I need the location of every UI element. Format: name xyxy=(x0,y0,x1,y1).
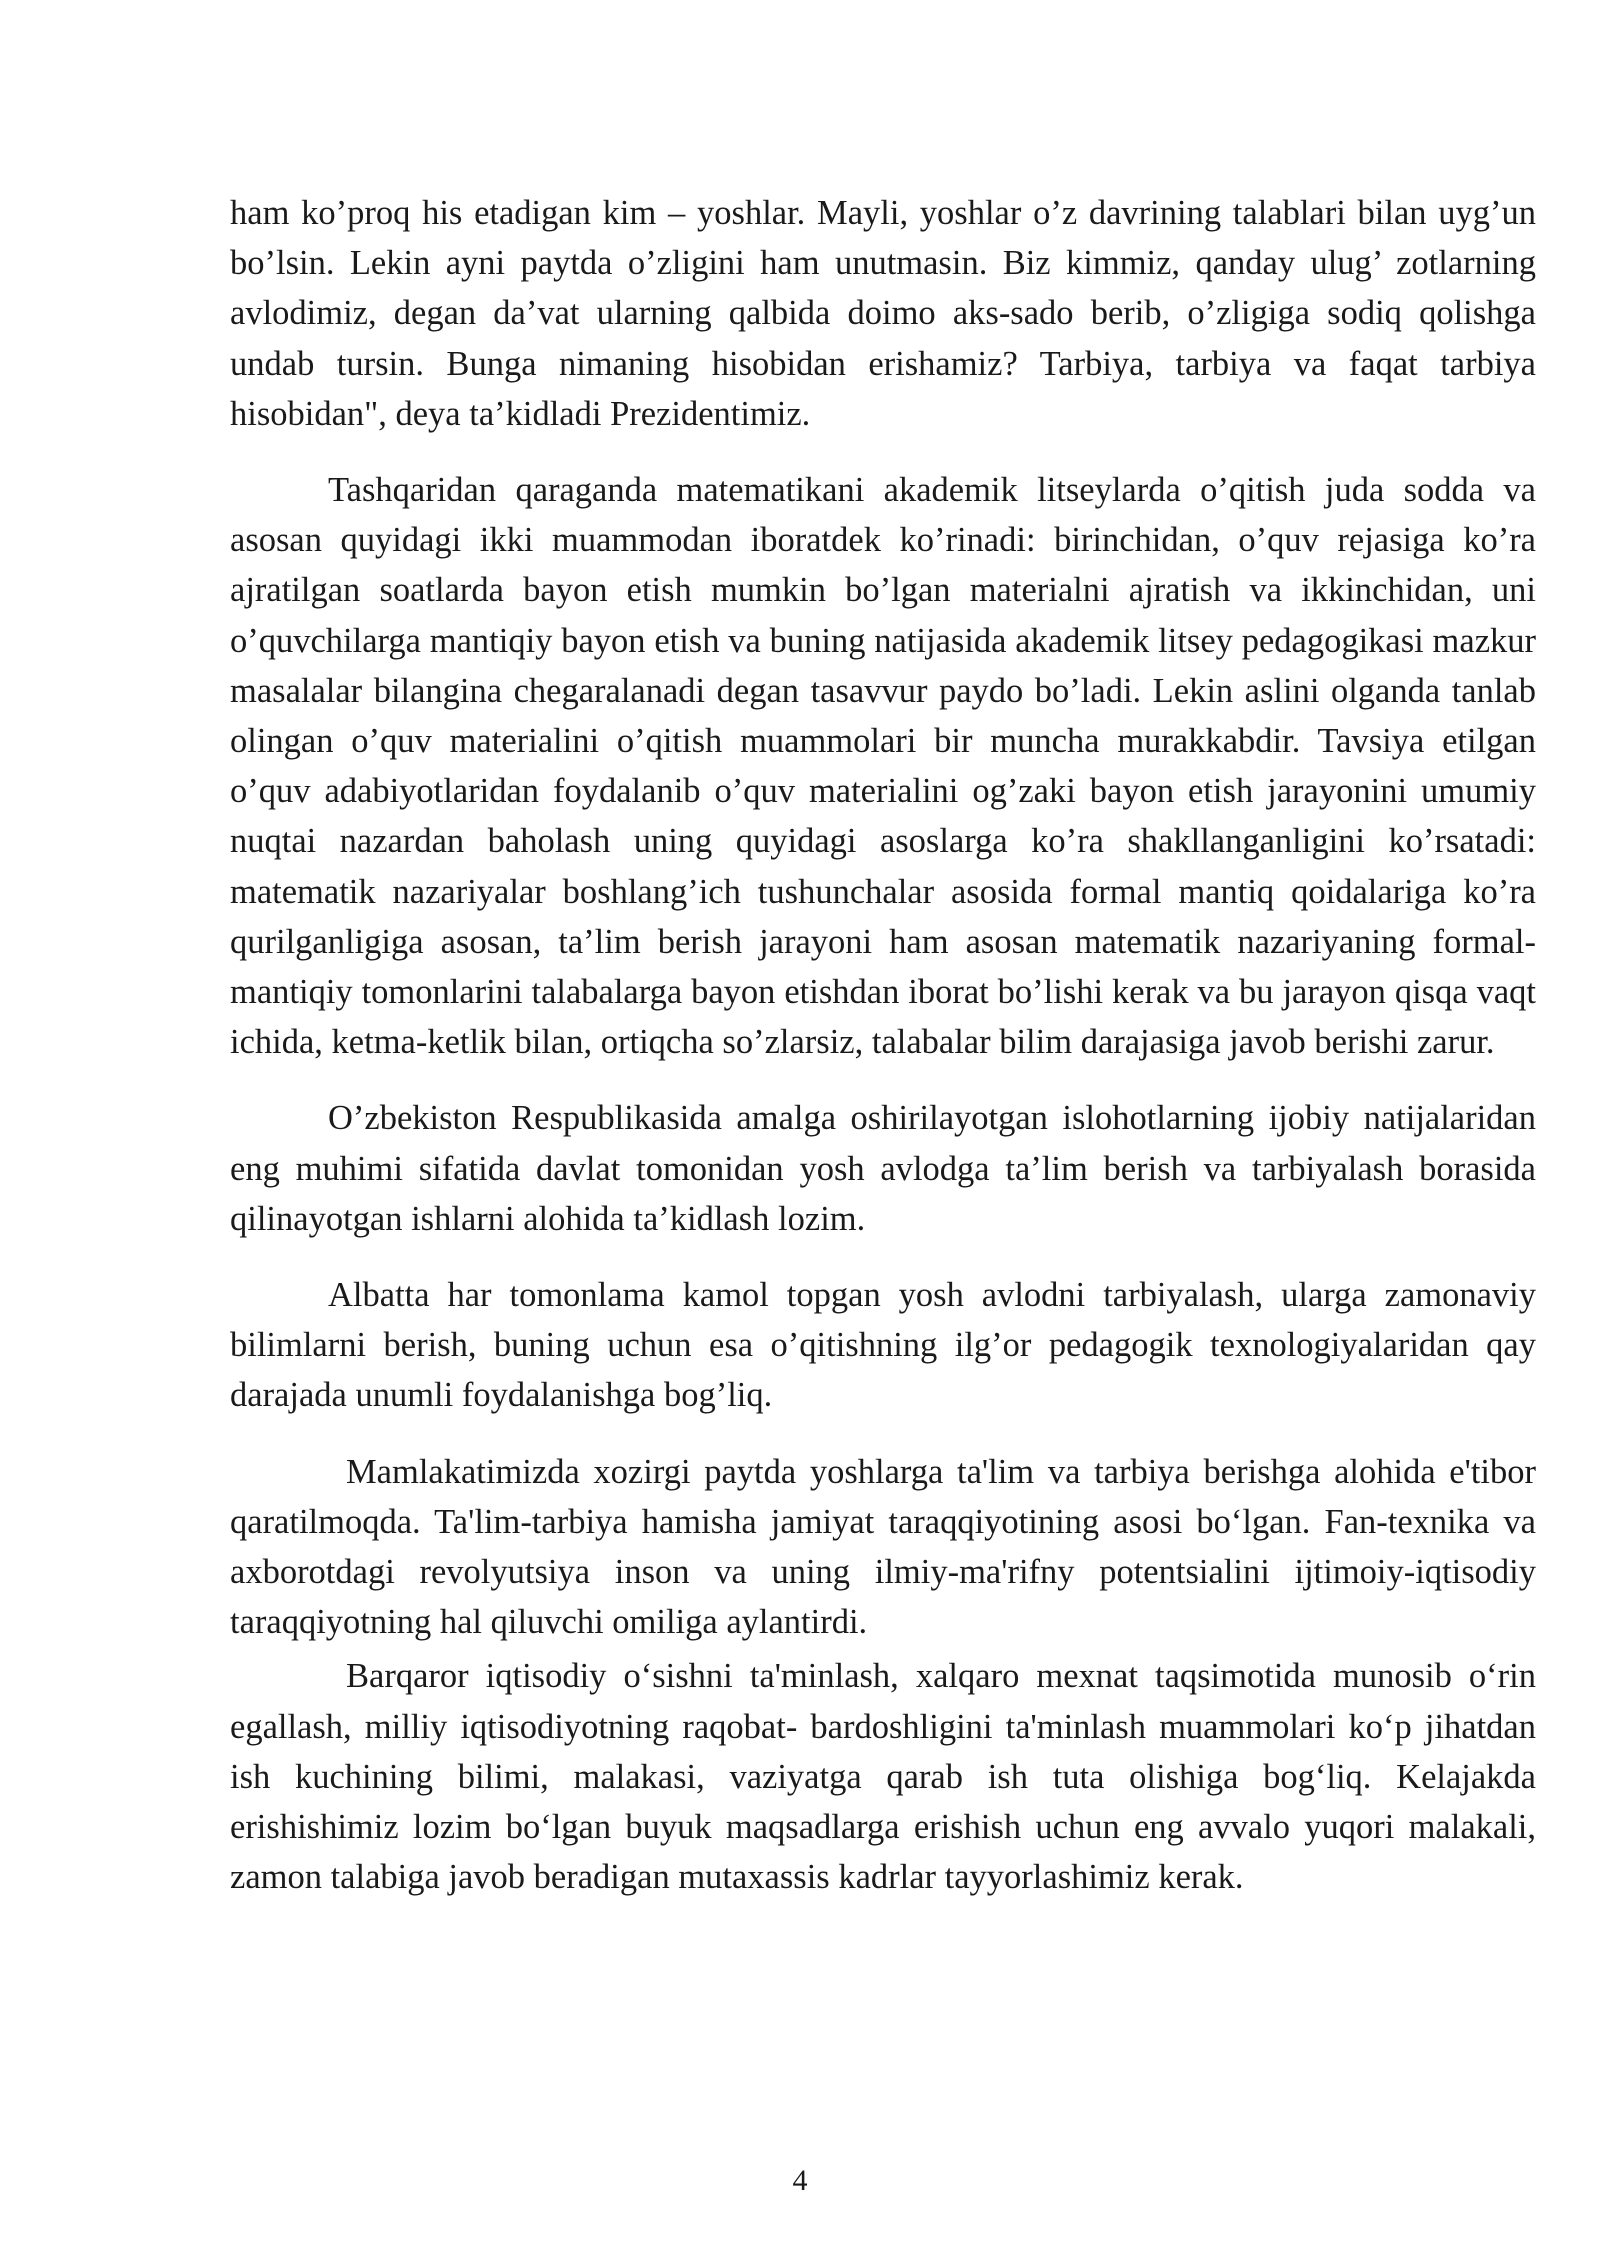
paragraph-continuation: ham ko’proq his etadigan kim – yoshlar. Mayli, yoshlar o’z davrining talablari bilan uyg’un bo’lsin. Lekin ayni paytda o’zligini ham unutmasin. Biz kimmiz, qanday ulug’ zotlarning avlodimiz, degan da’vat ularning qalbida doimo aks-sado berib, o’zligiga sodiq qolishga undab tursin. Bunga nimaning hisobidan erishamiz? Tarbiya, tarbiya va faqat tarbiya hisobidan", deya ta’kidladi Prezidentimiz. xyxy=(230,194,1536,433)
paragraph-reforms: O’zbekiston Respublikasida amalga oshirilayotgan islohotlarning ijobiy natijalaridan eng muhimi sifatida davlat tomonidan yosh avlodga ta’lim berish va tarbiyalash borasida qilinayotgan ishlarni alohida ta’kidlash lozim. xyxy=(230,1099,1536,1238)
page-number: 4 xyxy=(792,2164,808,2197)
paragraph-education-attention: Mamlakatimizda xozirgi paytda yoshlarga ta'lim va tarbiya berishga alohida e'tibor qaratilmoqda. Ta'lim-tarbiya hamisha jamiyat taraqqiyotining asosi bo‘lgan. Fan-texnika va axborotdagi revolyutsiya inson va uning ilmiy-ma'rifny potentsialini ijtimoiy-iqtisodiy taraqqiyotning hal qiluvchi omiliga aylantirdi. xyxy=(230,1452,1536,1642)
page-body xyxy=(230,188,1536,1903)
paragraph-teaching-mathematics: Tashqaridan qaraganda matematikani akademik litseylarda o’qitish juda sodda va asosan quyidagi ikki muammodan iboratdek ko’rinadi: birinchidan, o’quv rejasiga ko’ra ajratilgan soatlarda bayon etish mumkin bo’lgan materialni ajratish va ikkinchidan, uni o’quvchilarga mantiqiy bayon etish va buning natijasida akademik litsey pedagogikasi mazkur masalalar bilangina chegaralanadi degan tasavvur paydo bo’ladi. Lekin aslini olganda tanlab olingan o’quv materialini o’qitish muammolari bir muncha murakkabdir. Tavsiya etilgan o’quv adabiyotlaridan foydalanib o’quv materialini og’zaki bayon etish jarayonini umumiy nuqtai nazardan baholash uning quyidagi asoslarga ko’ra shakllanganligini ko’rsatadi: matematik nazariyalar boshlang’ich tushunchalar asosida formal mantiq qoidalariga ko’ra qurilganligiga asosan, ta’lim berish jarayoni ham asosan matematik nazariyaning formal-mantiqiy tomonlarini talabalarga bayon etishdan iborat bo’lishi kerak va bu jarayon qisqa vaqt ichida, ketma-ketlik bilan, ortiqcha so’zlarsiz, talabalar bilim darajasiga javob berishi zarur. xyxy=(230,471,1536,1062)
paragraph-young-generation: Albatta har tomonlama kamol topgan yosh avlodni tarbiyalash, ularga zamonaviy bilimlarni berish, buning uchun esa o’qitishning ilg’or pedagogik texnologiyalaridan qay darajada unumli foydalanishga bog’liq. xyxy=(230,1276,1536,1415)
paragraph-economic-growth: Barqaror iqtisodiy o‘sishni ta'minlash, xalqaro mexnat taqsimotida munosib o‘rin egallash, milliy iqtisodiyotning raqobat- bardoshligini ta'minlash muammolari ko‘p jihatdan ish kuchining bilimi, malakasi, vaziyatga qarab ish tuta olishiga bog‘liq. Kelajakda erishishimiz lozim bo‘lgan buyuk maqsadlarga erishish uchun eng avvalo yuqori malakali, zamon talabiga javob beradigan mutaxassis kadrlar tayyorlashimiz kerak. xyxy=(230,1657,1536,1897)
